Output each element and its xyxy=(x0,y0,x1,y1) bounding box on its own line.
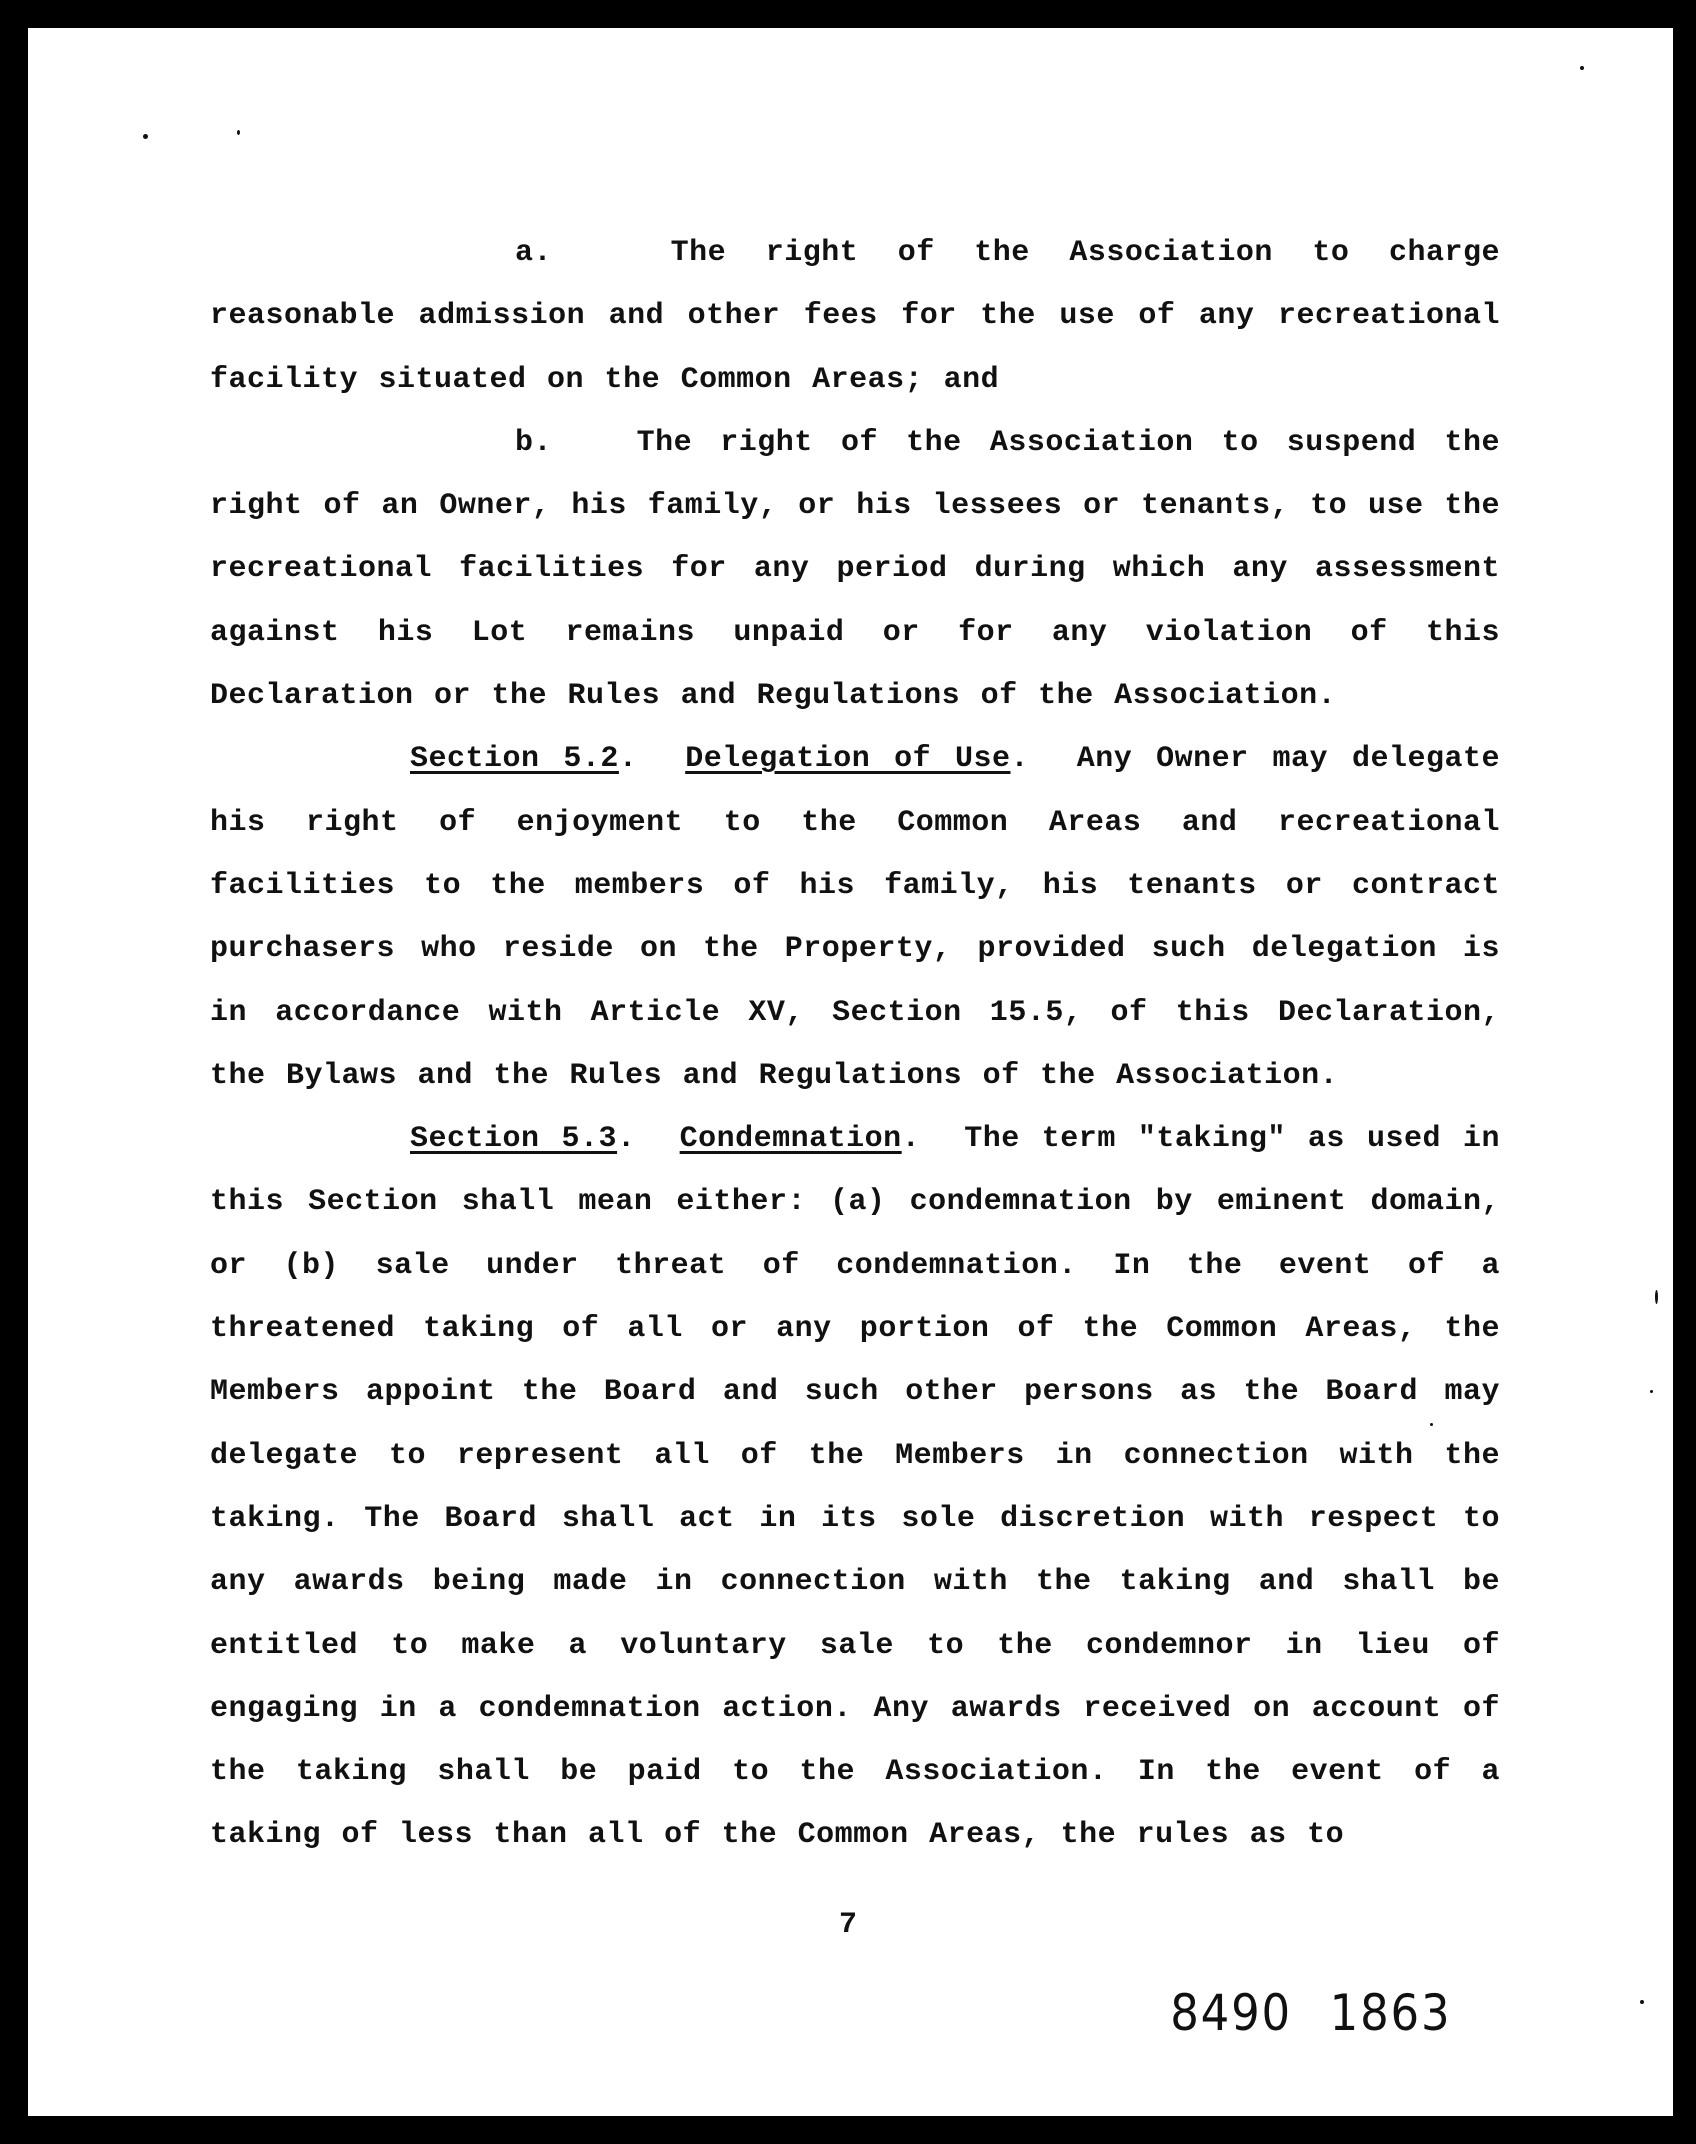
scan-speck xyxy=(1650,1390,1653,1393)
paragraph-b xyxy=(210,412,1500,728)
page-number: 7 xyxy=(838,1908,857,1942)
paragraph-a-marker: a. xyxy=(515,236,553,270)
scan-speck xyxy=(1640,2000,1644,2004)
scan-speck xyxy=(1655,1290,1658,1304)
section-5-3-title: Condemnation xyxy=(679,1122,902,1157)
section-5-3-number: Section 5.3 xyxy=(410,1122,618,1157)
paragraph-a xyxy=(210,222,1500,412)
section-5-2: Section 5.2. Delegation of Use. Any Owner may delegate his right of enjoyment to the Common Areas and recreational facilities to the members of his family, his tenants or contract purchasers who reside on the Property, provided such delegation is in accordance with Article XV, Section 15.5, of this Declaration, the Bylaws and the Rules and Regulations of the Association. xyxy=(210,742,1500,1093)
document-body xyxy=(210,222,1500,1868)
paragraph-b-text: The right of the Association to suspend the right of an Owner, his family, or his lessees or tenants, to use the recreational facilities for any period during which any assessment against his Lot remains unpaid or for any violation of this Declaration or the Rules and Regulations of the Association. xyxy=(210,425,1500,714)
section-5-3-text: The term "taking" as used in this Section shall mean either: (a) condemnation by eminent domain, or (b) sale under threat of condemnation. In the event of a threatened taking of all or any portion of the Common Areas, the Members appoint the Board and such other persons as the Board may delegate to represent all of the Members in connection with the taking. The Board shall act in its sole discretion with respect to any awards being made in connection with the taking and shall be entitled to make a voluntary sale to the condemnor in lieu of engaging in a condemnation action. Any awards received on account of the taking shall be paid to the Association. In the event of a taking of less than all of the Common Areas, the rules as to xyxy=(210,1122,1500,1853)
section-5-2-title: Delegation of Use xyxy=(685,742,1011,777)
scan-speck xyxy=(237,130,240,135)
section-5-2-number: Section 5.2 xyxy=(410,742,619,777)
section-5-2-text: Any Owner may delegate his right of enjoyment to the Common Areas and recreational facilities to the members of his family, his tenants or contract purchasers who reside on the Property, provided such delegation is in accordance with Article XV, Section 15.5, of this Declaration, the Bylaws and the Rules and Regulations of the Association. xyxy=(210,742,1500,1093)
paragraph-a-text: The right of the Association to charge reasonable admission and other fees for the use of any recreational facility situated on the Common Areas; and xyxy=(210,236,1500,397)
scan-speck xyxy=(143,134,148,139)
scan-speck xyxy=(1580,66,1584,70)
document-number: 8490 1863 xyxy=(1169,1984,1451,2042)
paragraph-b-marker: b. xyxy=(515,425,553,460)
section-5-3: Section 5.3. Condemnation. The term "taking" as used in this Section shall mean either: (a) condemnation by eminent domain, or (b) sale under threat of condemnation. In the event of a threatened taking of all or any portion of the Common Areas, the Members appoint the Board and such other persons as the Board may delegate to represent all of the Members in connection with the taking. The Board shall act in its sole discretion with respect to any awards being made in connection with the taking and shall be entitled to make a voluntary sale to the condemnor in lieu of engaging in a condemnation action. Any awards received on account of the taking shall be paid to the Association. In the event of a taking of less than all of the Common Areas, the rules as to xyxy=(210,1122,1500,1853)
